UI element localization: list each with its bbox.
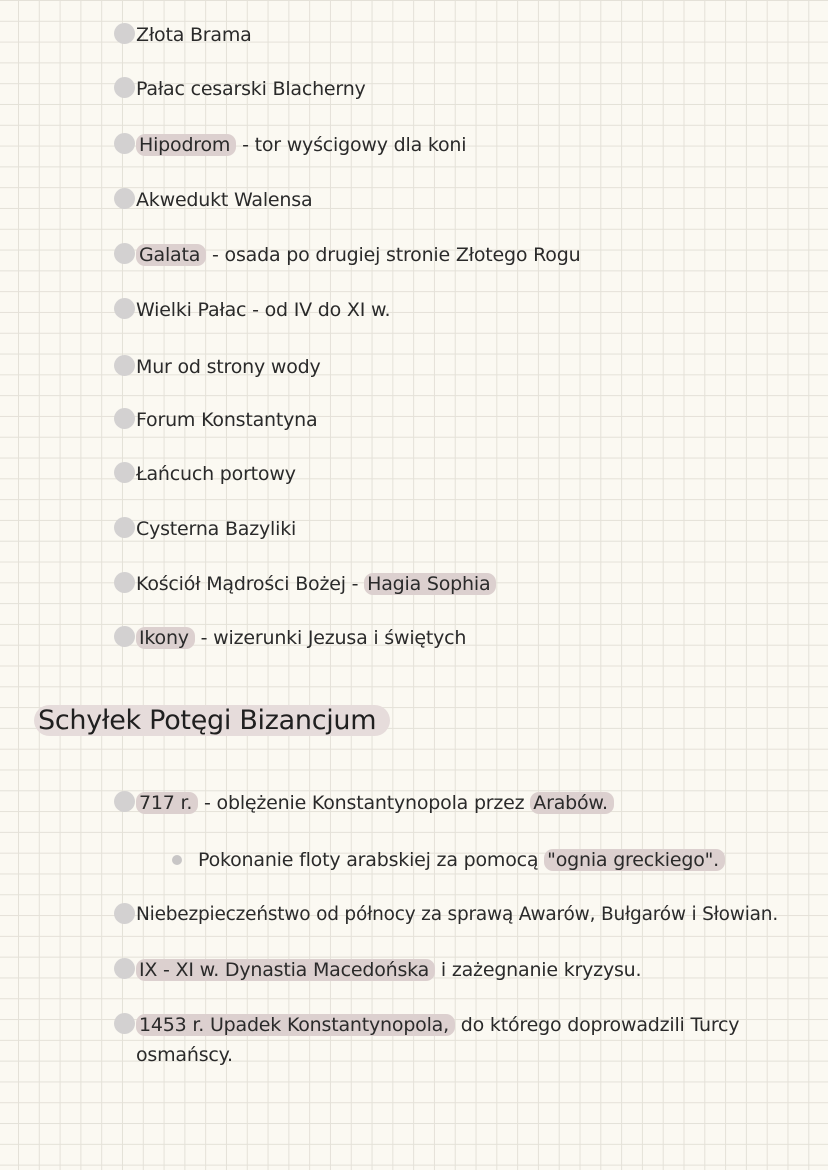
- bullet-icon: [114, 517, 135, 538]
- list-item-text: Łańcuch portowy: [136, 463, 296, 485]
- bullet-icon: [114, 243, 135, 264]
- bullet-icon: [114, 572, 135, 593]
- list-item: [114, 352, 321, 382]
- bullet-icon: [114, 462, 135, 483]
- bullet-icon: [114, 408, 135, 429]
- bullet-icon: [114, 791, 135, 812]
- list-item: [114, 295, 390, 325]
- list-item-text: Mur od strony wody: [136, 356, 321, 378]
- highlighted-term: 717 r.: [136, 792, 198, 814]
- bullet-icon: [114, 626, 135, 647]
- list-item: [114, 74, 366, 104]
- term-description: i zażegnanie kryzysu.: [435, 959, 642, 981]
- highlighted-term: IX - XI w. Dynastia Macedońska: [136, 959, 435, 981]
- sub-bullet-icon: [172, 855, 182, 865]
- term-description: Kościół Mądrości Bożej -: [136, 573, 365, 595]
- list-item-text: [136, 1010, 816, 1070]
- list-item-text: [136, 569, 496, 599]
- term-description: - wizerunki Jezusa i świętych: [194, 627, 467, 649]
- bullet-icon: [114, 188, 135, 209]
- bullet-icon: [114, 23, 135, 44]
- list-item-text: Wielki Pałac - od IV do XI w.: [136, 299, 391, 321]
- list-item: [114, 405, 317, 435]
- list-item-text: Niebezpieczeństwo od północy za sprawą Awarów, Bułgarów i Słowian.: [136, 904, 778, 925]
- list-item-text: [136, 955, 641, 985]
- list-item-text: Cysterna Bazyliki: [136, 518, 297, 540]
- bullet-icon: [114, 958, 135, 979]
- list-item: [114, 1010, 816, 1070]
- list-item-text: [136, 240, 580, 270]
- section-heading: [34, 702, 390, 740]
- bullet-icon: [114, 133, 135, 154]
- list-item-text: Forum Konstantyna: [136, 409, 318, 431]
- list-item-text: [198, 845, 725, 875]
- list-item: [114, 20, 252, 50]
- list-item: [114, 569, 496, 599]
- list-item: [114, 900, 778, 930]
- list-item: [114, 130, 466, 160]
- term-description: - oblężenie Konstantynopola przez: [198, 792, 531, 814]
- bullet-icon: [114, 1013, 135, 1034]
- highlighted-term: Ikony: [136, 627, 195, 649]
- list-item: [114, 240, 580, 270]
- bullet-icon: [114, 298, 135, 319]
- term-description: Pokonanie floty arabskiej za pomocą: [198, 849, 545, 871]
- sub-list-item: [172, 845, 725, 875]
- list-item-text: [136, 788, 614, 818]
- list-item-text: Złota Brama: [136, 24, 252, 46]
- list-item-text: [136, 623, 466, 653]
- highlighted-term: Arabów.: [530, 792, 614, 814]
- highlighted-term: Galata: [136, 244, 206, 266]
- list-item: [114, 955, 641, 985]
- list-item-text: Pałac cesarski Blacherny: [136, 78, 366, 100]
- highlighted-term: Hipodrom: [136, 134, 236, 156]
- bullet-icon: [114, 903, 135, 924]
- term-description: - tor wyścigowy dla koni: [236, 134, 467, 156]
- list-item: [114, 788, 614, 818]
- list-item: [114, 459, 296, 489]
- bullet-icon: [114, 77, 135, 98]
- highlighted-term: Hagia Sophia: [364, 573, 496, 595]
- term-description: - osada po drugiej stronie Złotego Rogu: [206, 244, 581, 266]
- section-heading-text: Schyłek Potęgi Bizancjum: [34, 705, 390, 736]
- highlighted-term: 1453 r. Upadek Konstantynopola,: [136, 1014, 455, 1036]
- list-item: [114, 185, 312, 215]
- bullet-icon: [114, 355, 135, 376]
- term-description: do którego doprowadzili Turcy osmańscy.: [136, 1014, 740, 1066]
- list-item-text: [136, 130, 466, 160]
- list-item: [114, 514, 296, 544]
- highlighted-term: "ognia greckiego".: [544, 849, 725, 871]
- list-item-text: Akwedukt Walensa: [136, 189, 313, 211]
- list-item: [114, 623, 466, 653]
